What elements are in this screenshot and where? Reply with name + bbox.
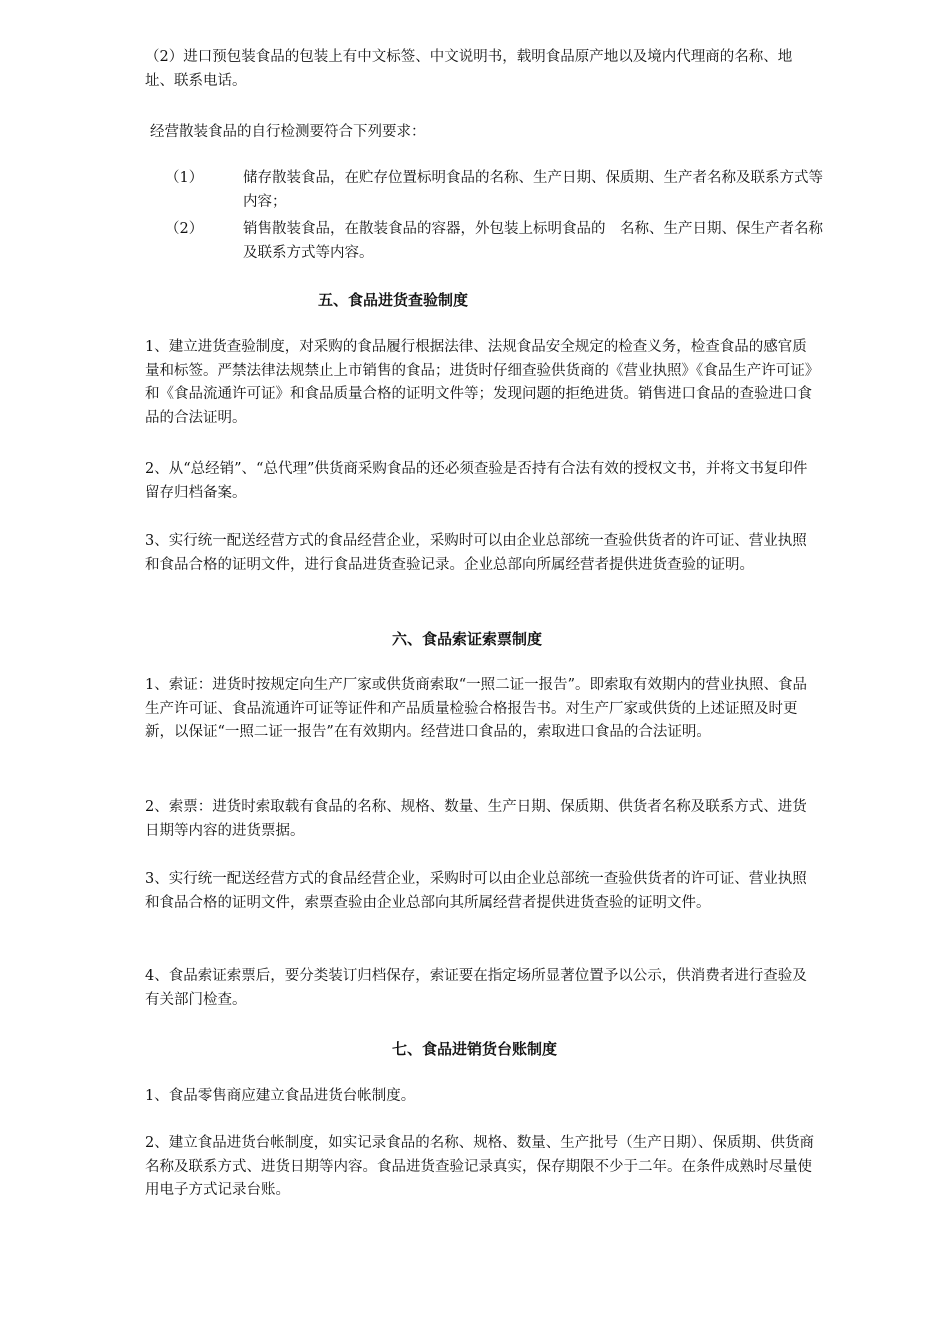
bulk-item-text: 销售散装食品，在散装食品的容器，外包装上标明食品的 名称、生产日期、保生产者名称及联系方式等内容。 — [243, 221, 823, 261]
section-heading: 七、食品进销货台账制度 — [392, 1040, 558, 1058]
section5-paragraph-2: 2、从“总经销”、“总代理”供货商采购食品的还必须查验是否持有合法有效的授权文书，并将文书复印件留存归档备案。 — [145, 461, 808, 501]
bulk-item-number: （2） — [165, 221, 204, 237]
section5-paragraph-1: 1、建立进货查验制度，对采购的食品履行根据法律、法规食品安全规定的检查义务，检查食品的感官质量和标签。严禁法律法规禁止上市销售的食品；进货时仔细查验供货商的《营业执照》《食品生产许可证》和《食品流通许可证》和食品质量合格的证明文件等；发现问题的拒绝进货。销售进口食品的查验进口食品的合法证明。 — [145, 339, 820, 426]
section6-paragraph-4: 4、食品索证索票后，要分类装订归档保存，索证要在指定场所显著位置予以公示，供消费者进行查验及有关部门检查。 — [145, 968, 807, 1008]
bulk-item-number: （1） — [165, 170, 204, 186]
section6-paragraph-3: 3、实行统一配送经营方式的食品经营企业，采购时可以由企业总部统一查验供货者的许可证、营业执照和食品合格的证明文件，索票查验由企业总部向其所属经营者提供进货查验的证明文件。 — [145, 871, 807, 911]
section7-paragraph-1: 1、食品零售商应建立食品进货台帐制度。 — [145, 1088, 416, 1104]
section7-paragraph-2: 2、建立食品进货台帐制度，如实记录食品的名称、规格、数量、生产批号（生产日期）、保质期、供货商名称及联系方式、进货日期等内容。食品进货查验记录真实，保存期限不少于二年。在条件成熟时尽量使用电子方式记录台账。 — [145, 1135, 814, 1198]
section-heading: 六、食品索证索票制度 — [392, 630, 543, 648]
bulk-food-intro: 经营散装食品的自行检测要符合下列要求： — [150, 124, 426, 140]
section6-paragraph-1: 1、索证：进货时按规定向生产厂家或供货商索取“一照二证一报告”。即索取有效期内的营业执照、食品生产许可证、食品流通许可证等证件和产品质量检验合格报告书。对生产厂家或供货的上述证照及时更新，以保证“一照二证一报告”在有效期内。经营进口食品的，索取进口食品的合法证明。 — [145, 677, 808, 740]
section6-paragraph-2: 2、索票：进货时索取载有食品的名称、规格、数量、生产日期、保质期、供货者名称及联系方式、进货日期等内容的进货票据。 — [145, 799, 807, 839]
section-heading: 五、食品进货查验制度 — [318, 291, 469, 309]
bulk-item-text: 储存散装食品，在贮存位置标明食品的名称、生产日期、保质期、生产者名称及联系方式等内容； — [243, 170, 823, 210]
import-label-paragraph: （2）进口预包装食品的包装上有中文标签、中文说明书，载明食品原产地以及境内代理商的名称、地址、联系电话。 — [145, 49, 793, 89]
section5-paragraph-3: 3、实行统一配送经营方式的食品经营企业，采购时可以由企业总部统一查验供货者的许可证、营业执照和食品合格的证明文件，进行食品进货查验记录。企业总部向所属经营者提供进货查验的证明。 — [145, 533, 807, 573]
